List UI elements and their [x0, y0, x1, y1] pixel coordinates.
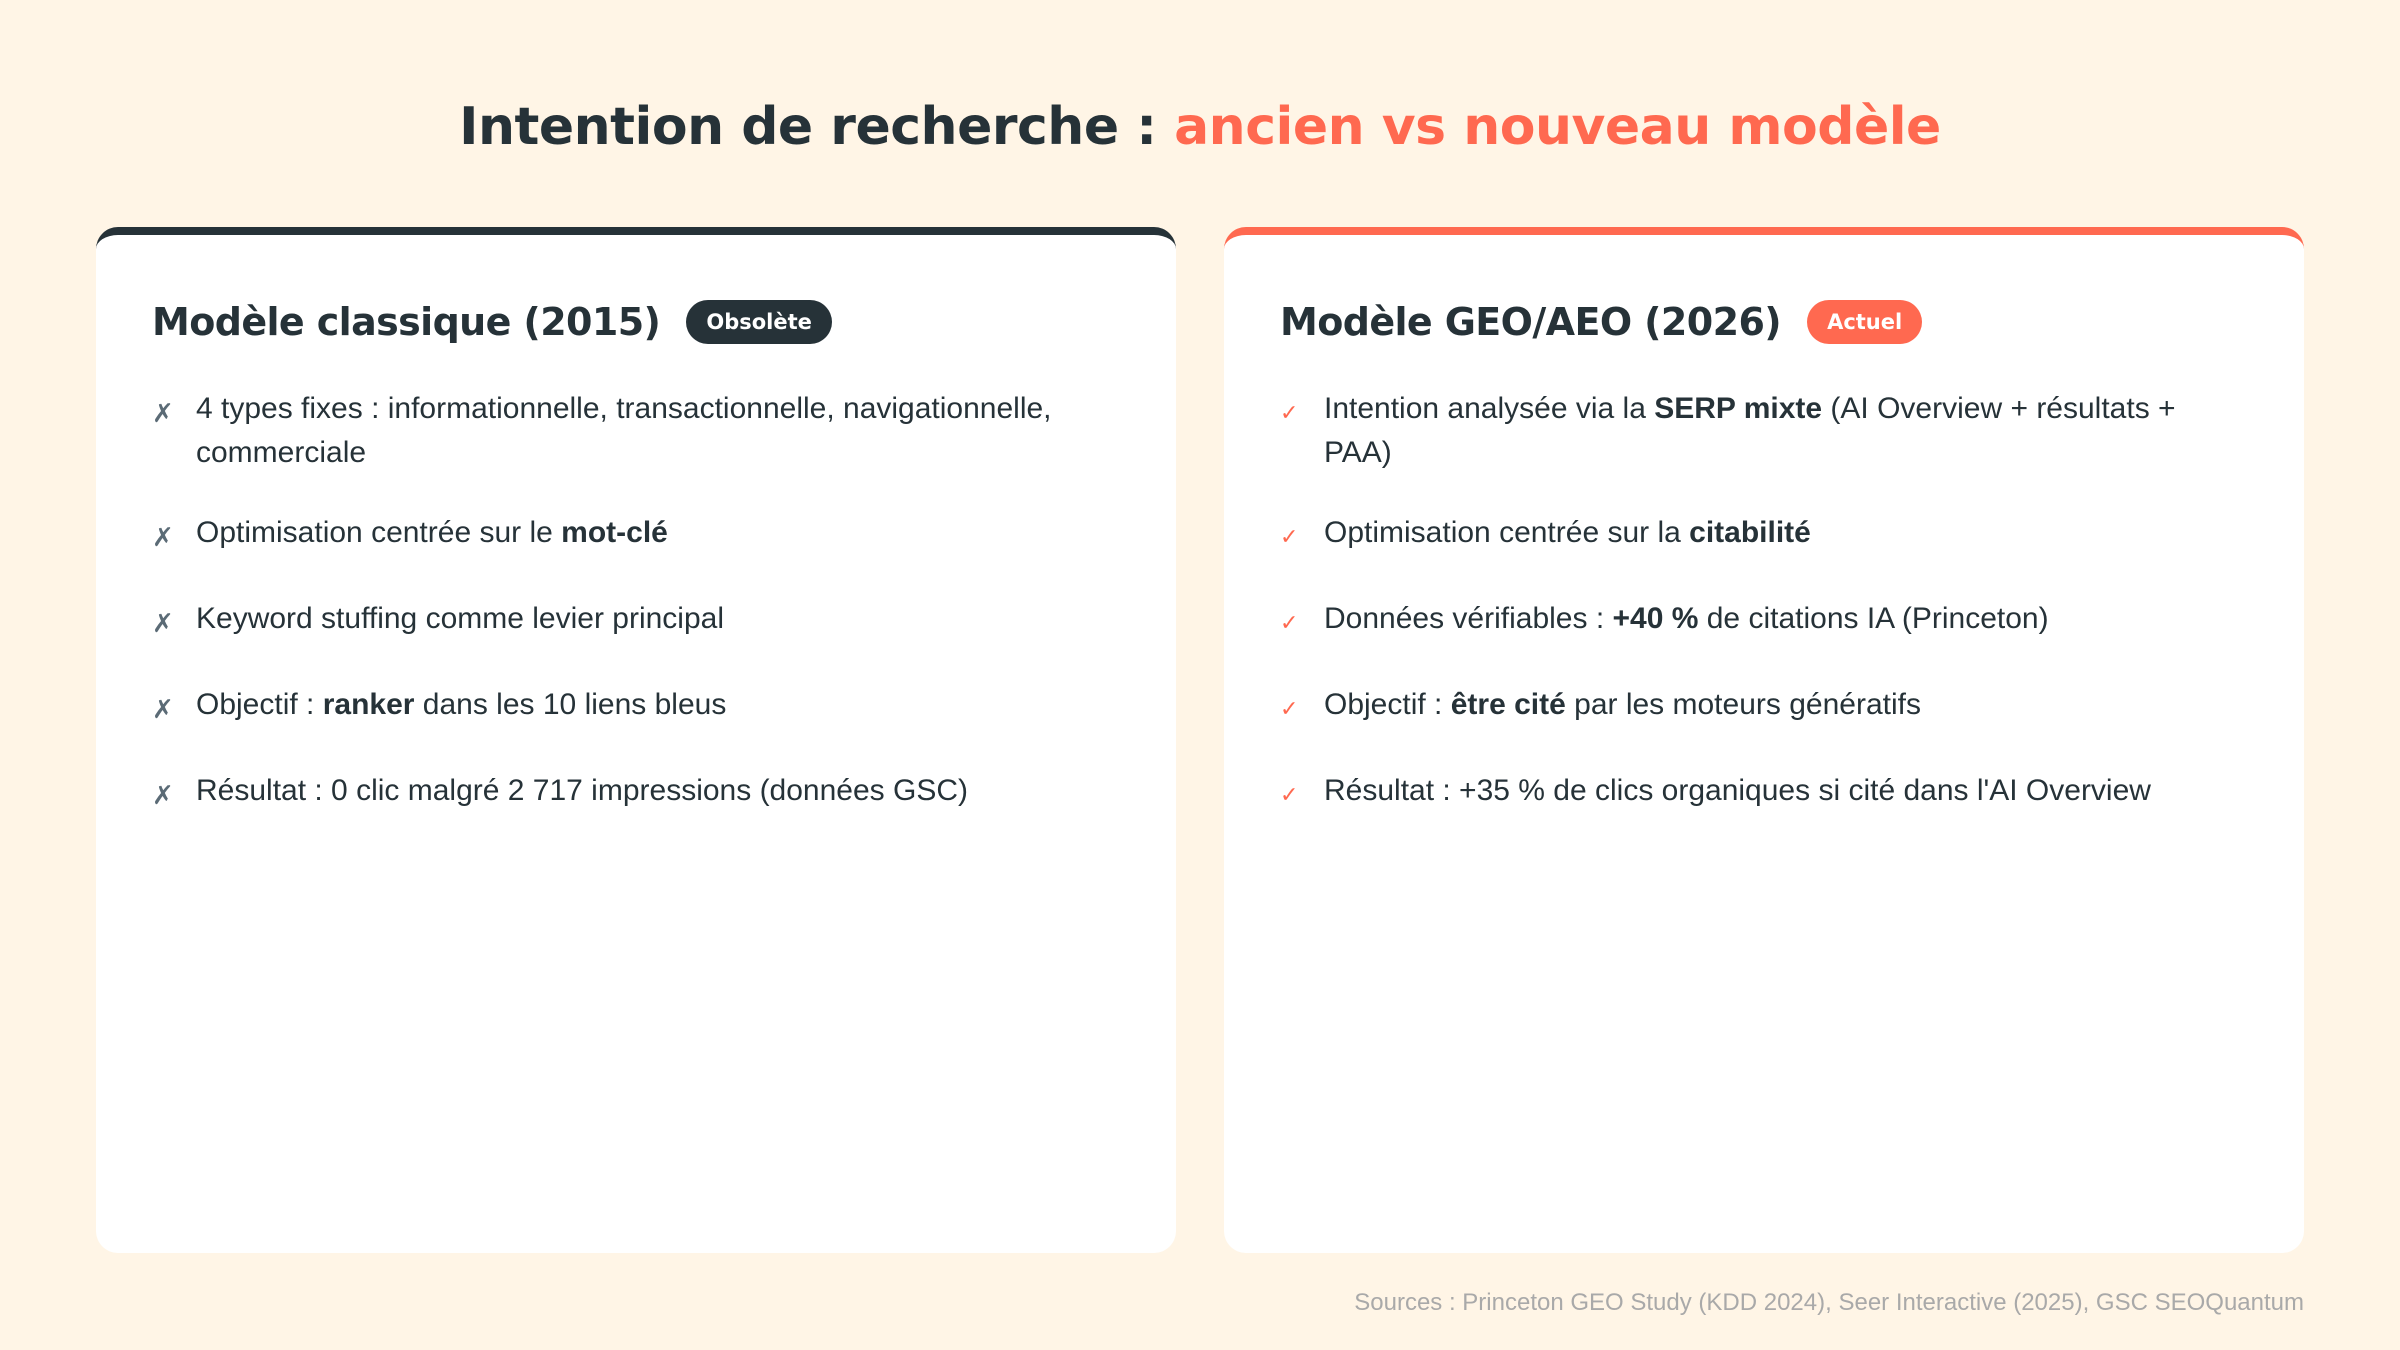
list-item [152, 769, 1120, 819]
card-geo-aeo-model [1224, 227, 2304, 1253]
check-icon: ✓ [1280, 400, 1299, 425]
cross-icon: ✗ [152, 398, 174, 428]
cross-icon: ✗ [152, 780, 174, 810]
list-item [1280, 511, 2248, 561]
page-title-accent: ancien vs nouveau modèle [1174, 97, 1941, 157]
list-item [152, 387, 1120, 475]
cross-icon: ✗ [152, 522, 174, 552]
sources-footnote: Sources : Princeton GEO Study (KDD 2024), Seer Interactive (2025), GSC SEOQuantum [1354, 1289, 2304, 1316]
check-icon: ✓ [1280, 782, 1299, 807]
card-header [1280, 297, 2248, 347]
list-item [152, 597, 1120, 647]
list-item [152, 683, 1120, 733]
item-text: 4 types fixes : informationnelle, transactionnelle, navigationnelle, commerciale [196, 392, 1052, 469]
item-text: Objectif : ranker dans les 10 liens bleus [196, 688, 727, 721]
list-item [152, 511, 1120, 561]
check-icon: ✓ [1280, 524, 1299, 549]
list-item [1280, 683, 2248, 733]
item-text: Keyword stuffing comme levier principal [196, 602, 725, 635]
cross-icon: ✗ [152, 694, 174, 724]
status-badge-obsolete: Obsolète [686, 300, 832, 344]
item-list [1280, 387, 2248, 819]
item-text: Résultat : 0 clic malgré 2 717 impressions (données GSC) [196, 774, 969, 807]
check-icon: ✓ [1280, 696, 1299, 721]
card-header [152, 297, 1120, 347]
list-item [1280, 387, 2248, 475]
item-text: Optimisation centrée sur la citabilité [1324, 516, 1811, 549]
item-text: Objectif : être cité par les moteurs génératifs [1324, 688, 1921, 721]
check-icon: ✓ [1280, 610, 1299, 635]
item-text: Résultat : +35 % de clics organiques si cité dans l'AI Overview [1324, 774, 2151, 807]
status-badge-current: Actuel [1807, 300, 1922, 344]
item-text: Optimisation centrée sur le mot-clé [196, 516, 668, 549]
card-heading: Modèle GEO/AEO (2026) [1280, 300, 1782, 344]
card-classic-model [96, 227, 1176, 1253]
list-item [1280, 769, 2248, 819]
list-item [1280, 597, 2248, 647]
card-heading: Modèle classique (2015) [152, 300, 661, 344]
item-list [152, 387, 1120, 819]
page-title [0, 92, 2400, 162]
page-title-main: Intention de recherche : [459, 97, 1175, 157]
item-text: Données vérifiables : +40 % de citations IA (Princeton) [1324, 602, 2049, 635]
cross-icon: ✗ [152, 608, 174, 638]
item-text: Intention analysée via la SERP mixte (AI Overview + résultats + PAA) [1324, 392, 2176, 469]
